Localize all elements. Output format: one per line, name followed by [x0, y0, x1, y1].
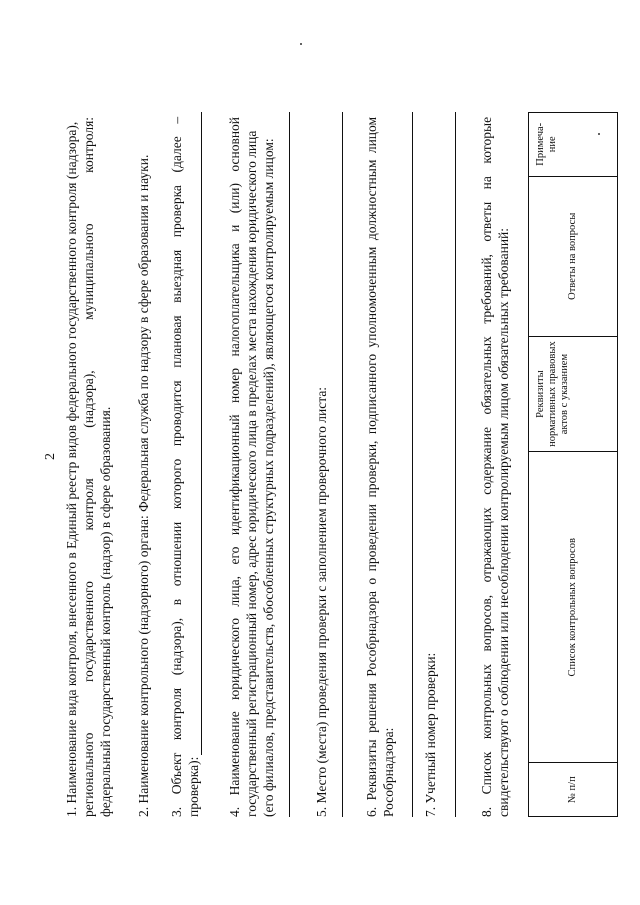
word: 8.: [479, 806, 494, 817]
word: контроля: [81, 478, 96, 531]
item-8-line-2: свидетельствуют о соблюдении или несоблюдении контролируемым лицом обязательных требований:: [496, 227, 511, 817]
item-5-fill-line: [342, 112, 343, 817]
word: выездная: [169, 249, 184, 303]
word: регионального: [81, 732, 96, 817]
item-1-line-2: [80, 117, 97, 817]
header-questions: Список контрольных вопросов: [529, 452, 618, 763]
scan-speck: [300, 43, 302, 45]
word: его: [227, 546, 242, 565]
item-6-fill-line: [412, 112, 413, 817]
item-6-line-1: [363, 117, 380, 817]
word: проверки,: [364, 440, 379, 498]
word: о: [364, 577, 379, 585]
item-3-control-object: [168, 117, 202, 817]
item-2-text: 2. Наименование контрольного (надзорного) органа: Федеральная служба по надзору в сфере образования и науки.: [136, 154, 151, 817]
word: на: [479, 176, 494, 190]
word: Объект: [169, 752, 184, 795]
word: юридического: [227, 618, 242, 700]
item-4-line-1: [226, 117, 243, 817]
word: должностным: [364, 159, 379, 241]
item-4-line-2: государственный регистрационный номер, адрес юридического лица в пределах места нахождения юридического лица: [244, 130, 259, 817]
word: 4.: [227, 806, 242, 817]
word: муниципального: [81, 223, 96, 320]
word: (надзора),: [169, 617, 184, 676]
word: которого: [169, 458, 184, 510]
word: Наименование: [227, 711, 242, 796]
item-4-line-3: (его филиалов, представительств, обособленных структурных подразделений), являющегося контролируемым лицом:: [261, 138, 276, 817]
item-1-line-3: федеральный государственный контроль (надзор) в сфере образования.: [98, 406, 113, 817]
word: ответы: [479, 201, 494, 242]
word: (далее: [169, 136, 184, 173]
word: Рособрнадзора: [364, 591, 379, 677]
word: решения: [364, 683, 379, 733]
header-note: Примеча-ние: [529, 113, 618, 177]
word: контроля:: [81, 116, 96, 173]
item-7-fill-line: [455, 112, 456, 817]
word: проведении: [364, 503, 379, 572]
item-5-text: 5. Место (места) проведения проверки с заполнением проверочного листа:: [314, 386, 329, 817]
word: вопросов,: [479, 594, 494, 652]
word: лицом: [364, 116, 379, 154]
word: плановая: [169, 315, 184, 368]
word: содержание: [479, 427, 494, 495]
control-questions-table: [528, 112, 618, 817]
page-number: 2: [43, 453, 58, 460]
word: налогоплательщика: [227, 243, 242, 357]
word: обязательных: [479, 336, 494, 415]
word: Реквизиты: [364, 739, 379, 801]
header-answers: Ответы на вопросы: [529, 176, 618, 336]
word: основной: [227, 116, 242, 172]
word: требований,: [479, 254, 494, 324]
word: Список: [479, 751, 494, 795]
word: (или): [227, 183, 242, 214]
item-1-line-1: 1. Наименование вида контроля, внесенного в Единый реестр видов федерального государственного контроля (надзора),: [64, 121, 79, 817]
item-7-text: 7. Учетный номер проверки:: [423, 652, 438, 817]
word: в: [169, 598, 184, 606]
item-4-legal-entity: [226, 117, 277, 817]
item-5-inspection-place: [313, 117, 330, 817]
item-4-fill-line: [289, 112, 290, 817]
item-2-supervisory-body: [135, 117, 152, 817]
word: 6.: [364, 806, 379, 817]
word: и: [227, 224, 242, 232]
header-legal-acts: Реквизиты нормативных правовых актов с указанием: [529, 337, 618, 452]
word: проводится: [169, 380, 184, 447]
item-3-line-2: проверка):: [186, 756, 201, 817]
word: номер: [227, 367, 242, 403]
item-1-control-type: [63, 117, 114, 817]
item-8-question-list: [478, 117, 512, 817]
item-7-registration-number: [422, 117, 439, 817]
word: 3.: [169, 806, 184, 817]
word: государственного: [81, 581, 96, 683]
word: отражающих: [479, 507, 494, 583]
item-6-line-2: Рособрнадзора:: [381, 727, 396, 817]
word: лица,: [227, 576, 242, 607]
word: отношении: [169, 521, 184, 587]
word: контрольных: [479, 663, 494, 740]
item-8-line-1: [478, 117, 495, 817]
scan-speck: [598, 133, 600, 135]
item-3-line-1: [168, 117, 185, 817]
item-3-fill-line: [201, 112, 202, 755]
word: идентификационный: [227, 414, 242, 536]
table-header-row: [529, 113, 618, 817]
word: подписанного: [364, 353, 379, 435]
word: –: [169, 116, 184, 124]
word: контроля: [169, 687, 184, 741]
word: проверка: [169, 185, 184, 238]
header-number: № п/п: [529, 763, 618, 817]
item-6-decision-details: [363, 117, 397, 817]
word: которые: [479, 116, 494, 164]
word: (надзора),: [81, 370, 96, 428]
word: уполномоченным: [364, 246, 379, 348]
